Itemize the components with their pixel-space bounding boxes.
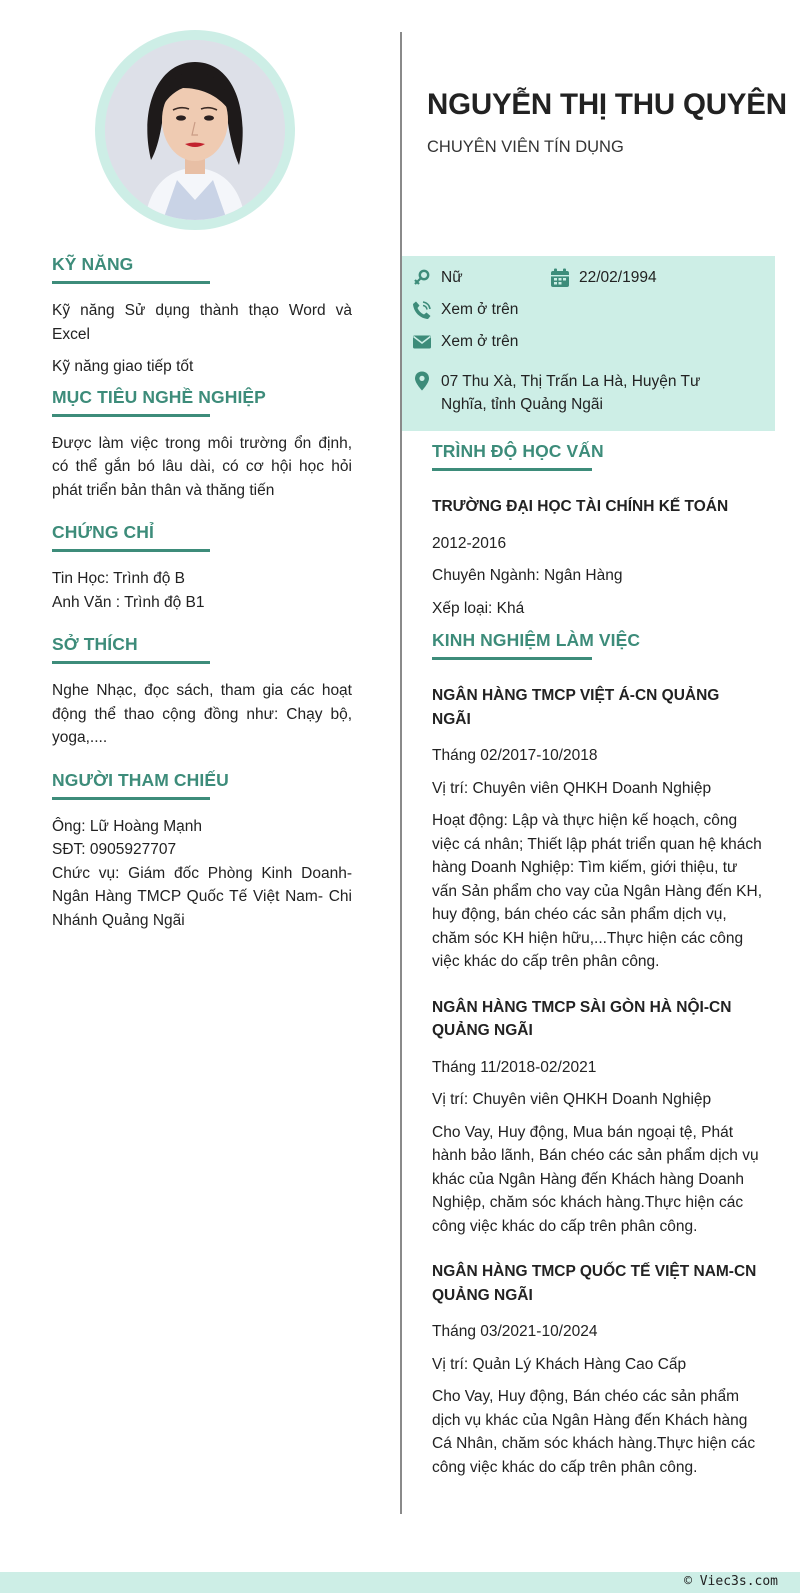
birthdate-value: 22/02/1994	[579, 269, 657, 286]
avatar	[105, 40, 285, 220]
job-company: NGÂN HÀNG TMCP QUỐC TẾ VIỆT NAM-CN QUẢNG NGÃI	[432, 1263, 757, 1304]
education-heading: TRÌNH ĐỘ HỌC VẤN	[432, 441, 604, 461]
references-underline	[52, 797, 210, 800]
certificates-heading: CHỨNG CHỈ	[52, 522, 154, 542]
education-underline	[432, 468, 592, 471]
skill-item: Kỹ năng giao tiếp tốt	[52, 358, 194, 375]
objective-underline	[52, 414, 210, 417]
job-entry	[432, 1260, 762, 1479]
job-description: Hoạt động: Lập và thực hiện kế hoạch, công việc cá nhân; Thiết lập phát triển quan hệ khách hàng Doanh Nghiệp: Tìm kiếm, giới thiệu, tư vấn Sản phẩm cho vay của Ngân Hàng đến KH, huy động, bán chéo các sản phẩm dịch vụ, chăm sóc KH hiện hữu,...Thực hiện các công việc khác do cấp trên phân công.	[432, 812, 763, 970]
avatar-ring	[95, 30, 295, 230]
skills-section	[52, 254, 352, 379]
address-value: 07 Thu Xà, Thị Trấn La Hà, Huyện Tư Nghĩa, tỉnh Quảng Ngãi	[441, 373, 701, 413]
job-position: Vị trí: Chuyên viên QHKH Doanh Nghiệp	[432, 779, 712, 797]
gender-value: Nữ	[441, 269, 463, 286]
reference-position: Chức vụ: Giám đốc Phòng Kinh Doanh- Ngân Hàng TMCP Quốc Tế Việt Nam- Chi Nhánh Quảng Ngãi	[52, 864, 352, 929]
objective-section	[52, 387, 352, 503]
education-grade: Xếp loại: Khá	[432, 599, 525, 617]
job-entry	[432, 996, 762, 1239]
education-major: Chuyên Ngành: Ngân Hàng	[432, 567, 623, 584]
gender-row	[412, 268, 463, 288]
education-period: 2012-2016	[432, 534, 507, 552]
phone-value[interactable]: Xem ở trên	[441, 301, 519, 318]
candidate-title: CHUYÊN VIÊN TÍN DỤNG	[427, 138, 624, 156]
reference-name: Ông: Lữ Hoàng Mạnh	[52, 817, 202, 835]
candidate-name: NGUYỄN THỊ THU QUYÊN	[427, 88, 787, 121]
hobbies-section	[52, 634, 352, 750]
footer-bar	[0, 1572, 800, 1593]
email-value[interactable]: Xem ở trên	[441, 333, 519, 350]
hobbies-text: Nghe Nhạc, đọc sách, tham gia các hoạt động thể thao cộng đồng như: Chạy bộ, yoga,....	[52, 682, 352, 746]
education-section	[432, 441, 762, 620]
certificate-item: Anh Văn : Trình độ B1	[52, 593, 205, 611]
objective-heading: MỤC TIÊU NGHỀ NGHIỆP	[52, 386, 266, 407]
avatar-photo	[105, 40, 285, 220]
job-description: Cho Vay, Huy động, Bán chéo các sản phẩm dịch vụ khác của Ngân Hàng đến Khách hàng Cá Nhân, chăm sóc khách hàng.Thực hiện các công việc khác do cấp trên phân công.	[432, 1388, 756, 1476]
certificates-section	[52, 522, 352, 614]
copyright-text[interactable]: © Viec3s.com	[684, 1574, 778, 1589]
job-description: Cho Vay, Huy động, Mua bán ngoại tệ, Phát hành bảo lãnh, Bán chéo các sản phẩm dịch vụ khác của Ngân Hàng đến Khách hàng Doanh Nghiệp, chăm sóc khách hàng.Thực hiện các công việc khác do cấp trên phân công.	[432, 1123, 759, 1235]
skill-item: Kỹ năng Sử dụng thành thạo Word và Excel	[52, 302, 352, 343]
job-period: Tháng 03/2021-10/2024	[432, 1323, 598, 1340]
job-position: Vị trí: Chuyên viên QHKH Doanh Nghiệp	[432, 1091, 712, 1108]
experience-heading: KINH NGHIỆM LÀM VIỆC	[432, 630, 641, 650]
contact-panel	[402, 256, 775, 431]
email-row	[412, 332, 518, 352]
certificate-item: Tin Học: Trình độ B	[52, 570, 185, 587]
skills-heading: KỸ NĂNG	[52, 254, 134, 274]
job-period: Tháng 02/2017-10/2018	[432, 747, 598, 764]
certificates-underline	[52, 549, 210, 552]
hobbies-underline	[52, 661, 210, 664]
calendar-icon	[550, 268, 570, 288]
hobbies-heading: SỞ THÍCH	[52, 634, 138, 654]
birthdate-row	[550, 268, 657, 288]
gender-icon	[412, 268, 432, 288]
job-company: NGÂN HÀNG TMCP VIỆT Á-CN QUẢNG NGÃI	[432, 687, 720, 728]
references-section	[52, 770, 352, 933]
job-entry	[432, 684, 762, 974]
column-divider	[400, 32, 402, 1514]
objective-text: Được làm việc trong môi trường ổn định, có thể gắn bó lâu dài, có cơ hội học hỏi phát triển bản thân và thăng tiến	[52, 434, 352, 499]
email-icon	[412, 332, 432, 352]
reference-phone: SĐT: 0905927707	[52, 841, 177, 858]
references-heading: NGƯỜI THAM CHIẾU	[52, 769, 229, 790]
job-company: NGÂN HÀNG TMCP SÀI GÒN HÀ NỘI-CN QUẢNG NGÃI	[432, 998, 732, 1039]
experience-underline	[432, 657, 592, 660]
job-period: Tháng 11/2018-02/2021	[432, 1058, 597, 1076]
phone-icon	[412, 300, 432, 320]
left-column	[52, 254, 352, 932]
school-name: TRƯỜNG ĐẠI HỌC TÀI CHÍNH KẾ TOÁN	[432, 498, 729, 515]
experience-section	[432, 630, 762, 1479]
phone-row	[412, 300, 518, 320]
location-icon	[412, 371, 432, 391]
skills-underline	[52, 281, 210, 284]
job-position: Vị trí: Quản Lý Khách Hàng Cao Cấp	[432, 1355, 687, 1373]
address-row	[412, 370, 772, 416]
right-column	[432, 441, 762, 1479]
